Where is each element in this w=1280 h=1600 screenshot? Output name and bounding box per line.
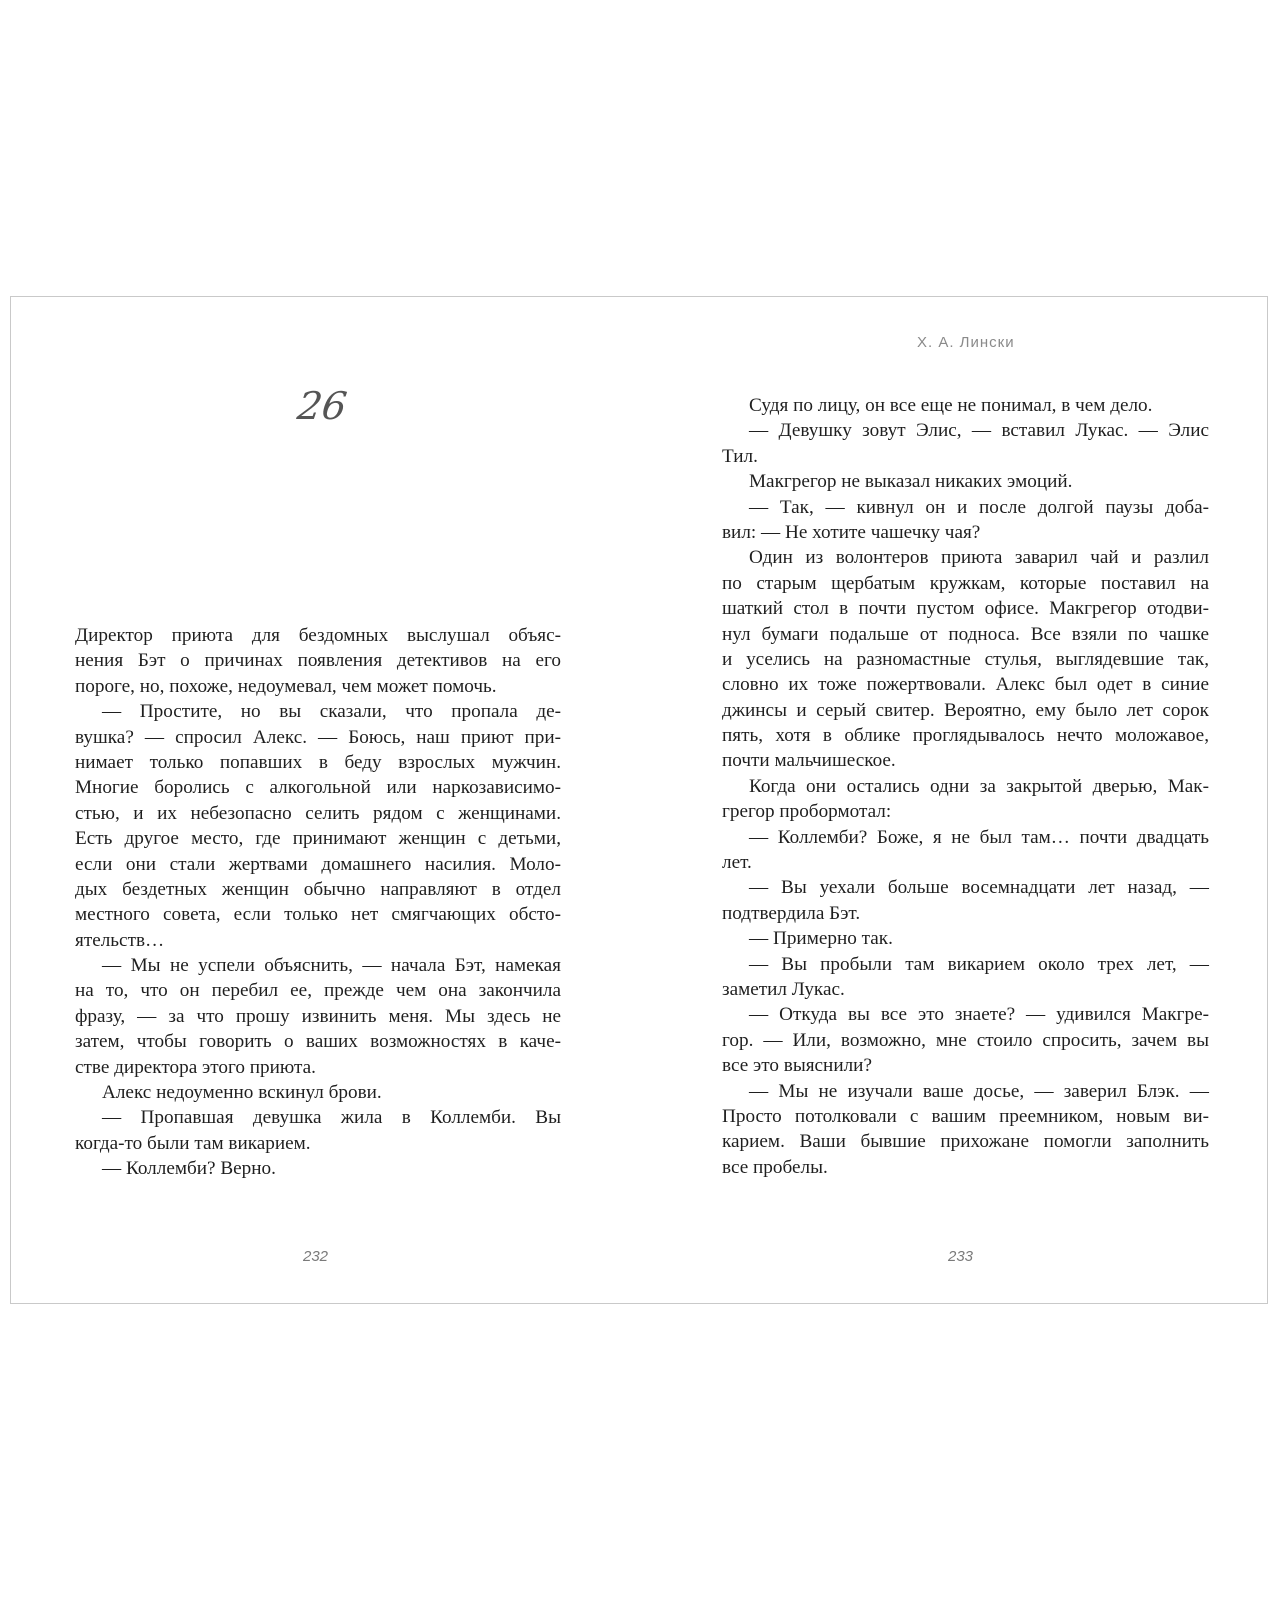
text-line: почти мальчишеское. <box>722 750 896 772</box>
text-line: ятельств… <box>75 929 165 951</box>
text-line: фразу, — за что прошу извинить меня. Мы здесь не <box>75 1005 561 1027</box>
chapter-number: 26 <box>294 384 350 428</box>
text-line: — Так, — кивнул он и после долгой паузы доба- <box>749 496 1209 518</box>
text-line: — Примерно так. <box>749 928 893 950</box>
text-line: дых бездетных женщин обычно направляют в отдел <box>75 878 561 900</box>
text-line: затем, чтобы говорить о ваших возможностях в каче- <box>75 1031 561 1053</box>
text-line: нимает только попавших в беду взрослых мужчин. <box>75 751 561 773</box>
text-line: Директор приюта для бездомных выслушал объяс- <box>75 625 561 646</box>
text-line: если они стали жертвами домашнего насилия. Моло- <box>75 853 561 875</box>
text-line: — Мы не изучали ваше досье, — заверил Блэк. — <box>749 1080 1209 1102</box>
text-line: стью, и их небезопасно селить рядом с женщинами. <box>75 802 561 824</box>
text-line: заметил Лукас. <box>722 978 845 1000</box>
left-page-text <box>75 623 561 1182</box>
text-line: — Коллемби? Боже, я не был там… почти двадцать <box>749 826 1209 848</box>
text-line: гор. — Или, возможно, мне стоило спросить, зачем вы <box>722 1029 1209 1051</box>
text-line: по старым щербатым кружкам, которые поставил на <box>722 572 1209 594</box>
text-line: все это выяснили? <box>722 1055 872 1077</box>
text-line: — Коллемби? Верно. <box>102 1158 276 1180</box>
text-line: нул бумаги подальше от подноса. Все взяли по чашке <box>722 623 1209 645</box>
text-line: местного совета, если только нет смягчающих обсто- <box>75 904 561 926</box>
text-line: нения Бэт о причинах появления детективов на его <box>75 650 561 672</box>
text-line: карием. Ваши бывшие прихожане помогли заполнить <box>722 1131 1209 1153</box>
text-line: Судя по лицу, он все еще не понимал, в чем дело. <box>749 395 1153 416</box>
text-line: — Вы пробыли там викарием около трех лет, — <box>749 953 1209 975</box>
text-line: пять, хотя в облике проглядывалось нечто моложавое, <box>722 725 1209 747</box>
text-line: Макгрегор не выказал никаких эмоций. <box>749 471 1073 493</box>
text-line: — Пропавшая девушка жила в Коллемби. Вы <box>102 1107 561 1129</box>
text-line: Тил. <box>722 445 758 467</box>
text-line: пороге, но, похоже, недоумевал, чем может помочь. <box>75 675 497 697</box>
text-line: — Девушку зовут Элис, — вставил Лукас. — Элис <box>749 420 1209 442</box>
text-line: — Мы не успели объяснить, — начала Бэт, намекая <box>102 955 561 977</box>
text-line: и уселись на разномастные стулья, выглядевшие так, <box>722 648 1209 670</box>
text-line: Просто потолковали с вашим преемником, новым ви- <box>722 1105 1209 1127</box>
text-line: шаткий стол в почти пустом офисе. Макгрегор отодви- <box>722 598 1209 620</box>
text-line: джинсы и серый свитер. Вероятно, ему было лет сорок <box>722 699 1209 721</box>
right-page-number: 233 <box>948 1248 974 1265</box>
text-line: стве директора этого приюта. <box>75 1056 316 1078</box>
text-line: вушка? — спросил Алекс. — Боюсь, наш приют при- <box>75 726 561 748</box>
left-page-number: 232 <box>303 1248 329 1265</box>
text-line: на то, что он перебил ее, прежде чем она закончила <box>75 980 561 1002</box>
text-line: все пробелы. <box>722 1156 828 1178</box>
right-page-text <box>722 393 1209 1180</box>
text-line: словно их тоже пожертвовали. Алекс был одет в синие <box>722 674 1209 696</box>
text-line: лет. <box>722 852 752 874</box>
text-line: Один из волонтеров приюта заварил чай и разлил <box>749 547 1209 569</box>
text-line: подтвердила Бэт. <box>722 902 861 924</box>
running-head: Х. А. Лински <box>917 334 1015 351</box>
text-line: Есть другое место, где принимают женщин с детьми, <box>75 828 561 850</box>
text-line: Алекс недоуменно вскинул брови. <box>102 1082 382 1104</box>
text-line: — Простите, но вы сказали, что пропала де- <box>102 701 561 723</box>
text-line: — Откуда вы все это знаете? — удивился Макгре- <box>749 1004 1209 1026</box>
text-line: — Вы уехали больше восемнадцати лет назад, — <box>749 877 1209 899</box>
text-line: Когда они остались одни за закрытой дверью, Мак- <box>749 775 1209 797</box>
text-line: грегор пробормотал: <box>722 801 892 823</box>
text-line: вил: — Не хотите чашечку чая? <box>722 521 981 543</box>
text-line: когда-то были там викарием. <box>75 1132 311 1154</box>
text-line: Многие боролись с алкогольной или наркозависимо- <box>75 777 561 799</box>
